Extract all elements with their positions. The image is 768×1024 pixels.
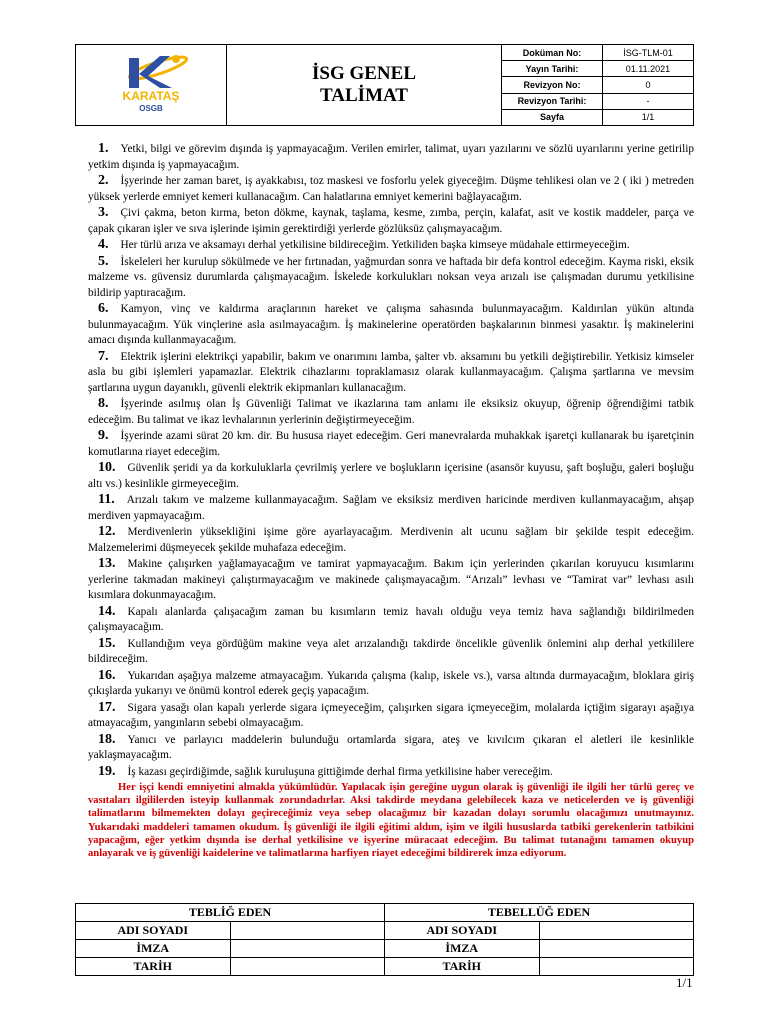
instruction-item bbox=[88, 460, 694, 492]
meta-value-publish-date: 01.11.2021 bbox=[603, 61, 694, 77]
document-header bbox=[75, 44, 694, 126]
item-number: 10. bbox=[98, 460, 116, 475]
item-text: Merdivenlerin yüksekliğini işime göre ayarlayacağım. Merdivenin alt ucunu sağlam bir şekilde tespit edeceğim. Malzemelerimi düşmeyecek şekilde muhafaza edeceğim. bbox=[88, 526, 694, 554]
page-number: 1/1 bbox=[676, 975, 693, 990]
instruction-item bbox=[88, 668, 694, 700]
item-number: 1. bbox=[98, 141, 109, 156]
item-number: 12. bbox=[98, 524, 116, 539]
meta-key-revision-date: Revizyon Tarihi: bbox=[502, 93, 603, 109]
notifier-name-label: ADI SOYADI bbox=[76, 922, 231, 940]
instruction-item bbox=[88, 254, 694, 302]
instruction-item bbox=[88, 428, 694, 460]
signature-table bbox=[75, 903, 694, 976]
item-text: İş kazası geçirdiğimde, sağlık kuruluşuna gittiğimde derhal firma yetkilisine haber vereceğim. bbox=[127, 765, 553, 778]
meta-value-revision-date: - bbox=[603, 93, 694, 109]
recipient-title: TEBELLÜĞ EDEN bbox=[385, 904, 694, 922]
notifier-date-label: TARİH bbox=[76, 958, 231, 976]
instruction-item bbox=[88, 524, 694, 556]
recipient-signature-label: İMZA bbox=[385, 940, 540, 958]
item-number: 14. bbox=[98, 603, 116, 619]
instruction-item bbox=[88, 173, 694, 205]
item-number: 7. bbox=[98, 348, 109, 364]
notifier-title: TEBLİĞ EDEN bbox=[76, 904, 385, 922]
item-text: İskeleleri her kurulup sökülmede ve her fırtınadan, yağmurdan sonra ve haftada bir defa kontrol edeceğim. Kayma riski, eksik malzeme vs. güvensiz durumlarda çalışmayacağım. İskelede korkulukları noksan veya arızalı ise çalışmadan durumu yetkilisine bildirip yaptıracağım. bbox=[88, 255, 694, 299]
item-number: 2. bbox=[98, 173, 109, 188]
instruction-item bbox=[88, 141, 694, 173]
instruction-item bbox=[88, 301, 694, 349]
item-text: Elektrik işlerini elektrikçi yapabilir, bakım ve onarımını lamba, şalter vb. aksamını bu yetkili değiştirebilir. Yetkisiz kimseler asla bu gibi işlemleri yapamazlar. Elektrik cihazlarını topraklamasız olarak kullanmayacağım. Çalışma şartlarına ve mevsim şartlarına uygun dayanıklı, güvenli elektrik ekipmanları kullanacağım. bbox=[88, 350, 694, 394]
recipient-signature-field[interactable] bbox=[539, 940, 694, 958]
instruction-item bbox=[88, 237, 694, 254]
item-text: Makine çalışırken yağlamayacağım ve tamirat yapmayacağım. Bakım için yerlerinden çıkarılan koruyucu kısımlarını yerlerine takmadan makineyi çalıştırmayacağım ve makinede çalışmayacağım. “Arızalı” levhası ve “Tamirat var” levhası asılı kısımlara dokunmayacağım. bbox=[88, 558, 694, 601]
title-line-1: İSG GENEL bbox=[311, 63, 416, 84]
meta-value-page: 1/1 bbox=[603, 109, 694, 125]
logo-text: KARATAŞ bbox=[122, 88, 180, 103]
item-number: 4. bbox=[98, 237, 109, 252]
item-text: Güvenlik şeridi ya da korkuluklarla çevrilmiş yerlere ve boşlukların içerisine (asansör kuyusu, şaft boşluğu, galeri boşluğu altı vs.) kesinlikle girmeyeceğim. bbox=[88, 462, 694, 490]
item-text: Yanıcı ve parlayıcı maddelerin bulunduğu ortamlarda sigara, ateş ve kıvılcım çıkaran el aletleri ile kesinlikle yaklaşmayacağım. bbox=[88, 733, 694, 761]
item-number: 15. bbox=[98, 635, 116, 651]
instruction-item bbox=[88, 349, 694, 397]
meta-key-page: Sayfa bbox=[502, 109, 603, 125]
instruction-item bbox=[88, 636, 694, 668]
item-number: 18. bbox=[98, 731, 116, 747]
notifier-signature-label: İMZA bbox=[76, 940, 231, 958]
item-text: Çivi çakma, beton kırma, beton dökme, kaynak, taşlama, kesme, zımba, perçin, kalafat, asit ve kostik maddeler, parça ve çapak çıkaran işler ve sıva işlerinde işimin gerektirdiği yerlerde gözlüksüz çalışmayacağım. bbox=[88, 207, 694, 235]
meta-key-publish-date: Yayın Tarihi: bbox=[502, 61, 603, 77]
recipient-name-field[interactable] bbox=[539, 922, 694, 940]
item-text: Yukarıdan aşağıya malzeme atmayacağım. Yukarıda çalışma (kalıp, iskele vs.), varsa altında durmayacağım, bloklara giriş çıkışlarda yukarıyı ve önümü kontrol ederek geçiş yapacağım. bbox=[88, 669, 694, 697]
item-number: 9. bbox=[98, 428, 109, 443]
meta-key-document-no: Doküman No: bbox=[502, 45, 603, 61]
notifier-date-field[interactable] bbox=[230, 958, 385, 976]
item-number: 13. bbox=[98, 556, 116, 571]
meta-key-revision-no: Revizyon No: bbox=[502, 77, 603, 93]
instruction-item bbox=[88, 556, 694, 604]
notifier-name-field[interactable] bbox=[230, 922, 385, 940]
instruction-item bbox=[88, 492, 694, 524]
item-text: Kullandığım veya gördüğüm makine veya alet arızalandığı takdirde öncelikle güvenlik önlemini alıp derhal yetkililere bildireceğim. bbox=[88, 637, 694, 665]
item-number: 3. bbox=[98, 205, 109, 220]
recipient-date-field[interactable] bbox=[539, 958, 694, 976]
item-text: Sigara yasağı olan kapalı yerlerde sigara içmeyeceğim, çalışırken sigara içmeyeceğim, molalarda içtiğim sigarayı aşağıya atmayacağım, yangınların sebebi olmayacağım. bbox=[88, 701, 694, 729]
instruction-item bbox=[88, 396, 694, 428]
item-number: 5. bbox=[98, 253, 109, 269]
item-number: 11. bbox=[98, 492, 115, 507]
item-number: 6. bbox=[98, 301, 109, 316]
item-number: 19. bbox=[98, 763, 116, 779]
instruction-item bbox=[88, 604, 694, 636]
company-logo bbox=[76, 45, 227, 126]
title-line-2: TALİMAT bbox=[320, 85, 408, 106]
instruction-item bbox=[88, 700, 694, 732]
item-text: Arızalı takım ve malzeme kullanmayacağım. Sağlam ve eksiksiz merdiven haricinde merdiven kullanmayacağım, ahşap merdiven yapmayacağım. bbox=[88, 494, 694, 522]
logo-subtext: OSGB bbox=[139, 103, 163, 113]
item-text: İşyerinde azami sürat 20 km. dir. Bu hususa riayet edeceğim. Geri manevralarda muhakkak işaretçi kullanarak bu işaretçinin komutlarına riayet edeceğim. bbox=[88, 430, 694, 458]
item-text: Yetki, bilgi ve görevim dışında iş yapmayacağım. Verilen emirler, talimat, uyarı yazılarını ve sözlü uyarılarını yerine getirilip yetkim dışında iş yapmayacağım. bbox=[88, 143, 694, 171]
item-number: 8. bbox=[98, 396, 109, 411]
item-text: Her türlü arıza ve aksamayı derhal yetkilisine bildireceğim. Yetkiliden başka kimseye müdahale ettirmeyeceğim. bbox=[120, 239, 630, 251]
instruction-list bbox=[88, 141, 694, 780]
recipient-name-label: ADI SOYADI bbox=[385, 922, 540, 940]
item-text: Kamyon, vinç ve kaldırma araçlarının hareket ve çalışma sahasında bulunmayacağım. Kaldırılan yükün altında bulunmayacağım. Yük vinçlerine asla asılmayacağım. İş makinelerine operatörden başkalarının binmesi yasaktır. İş makinelerini amacı dışında kullanmayacağım. bbox=[88, 303, 694, 346]
meta-value-document-no: İSG-TLM-01 bbox=[603, 45, 694, 61]
item-text: Kapalı alanlarda çalışacağım zaman bu kısımların temiz havalı olduğu veya temiz hava sağlandığı bildirilmeden çalışmayacağım. bbox=[88, 605, 694, 633]
safety-warning-paragraph: Her işçi kendi emniyetini almakla yükümlüdür. Yapılacak işin gereğine uygun olarak iş güvenliği ile ilgili her türlü gereç ve vasıtaları ilgililerden isteyip kullanmak zorundadırlar. Aksi takdirde meydana gelebilecek kaza ve neticelerden ve iş güvenliği talimatlarını bilmemekten dolayı geçireceğimiz veya sebep olacağımız bir kazadan dolayı sorumlu olacağımızı unutmayınız. Yukarıdaki maddeleri tamamen okudum. İş güvenliği ile ilgili eğitimi aldım, işim ve ilgili hususlarda tatbiki gerekenlerin tatbikini yapacağım, eğer yetkim dışında ise derhal yetkilisine ve işyerine müracaat edeceğim. Bu talimat tutanağını tamamen okuyup anlayarak ve iş güvenliği kaidelerine ve talimatlarına harfiyen riayet edeceğimi bildirerek imza ediyorum. bbox=[88, 782, 694, 860]
recipient-date-label: TARİH bbox=[385, 958, 540, 976]
notifier-signature-field[interactable] bbox=[230, 940, 385, 958]
meta-value-revision-no: 0 bbox=[603, 77, 694, 93]
instruction-item bbox=[88, 732, 694, 764]
item-text: İşyerinde asılmış olan İş Güvenliği Talimat ve ikazlarına tam anlamı ile eksiksiz okuyup, öğrenip öğrendiğimi tatbik edeceğim. Bu talimat ve ikaz levhalarının yerlerinin değiştirmeyeceğim. bbox=[88, 398, 694, 426]
item-text: İşyerinde her zaman baret, iş ayakkabısı, toz maskesi ve fosforlu yelek giyeceğim. Düşme tehlikesi olan ve 2 ( iki ) metreden yüksek yerlerde emniyet kemeri kullanacağım. Can halatlarına emniyet kemerini bağlayacağım. bbox=[88, 175, 694, 203]
instruction-item bbox=[88, 764, 694, 781]
instruction-item bbox=[88, 205, 694, 237]
karatas-logo-icon bbox=[96, 50, 206, 116]
item-number: 16. bbox=[98, 667, 116, 683]
item-number: 17. bbox=[98, 699, 116, 715]
document-title bbox=[227, 45, 502, 126]
